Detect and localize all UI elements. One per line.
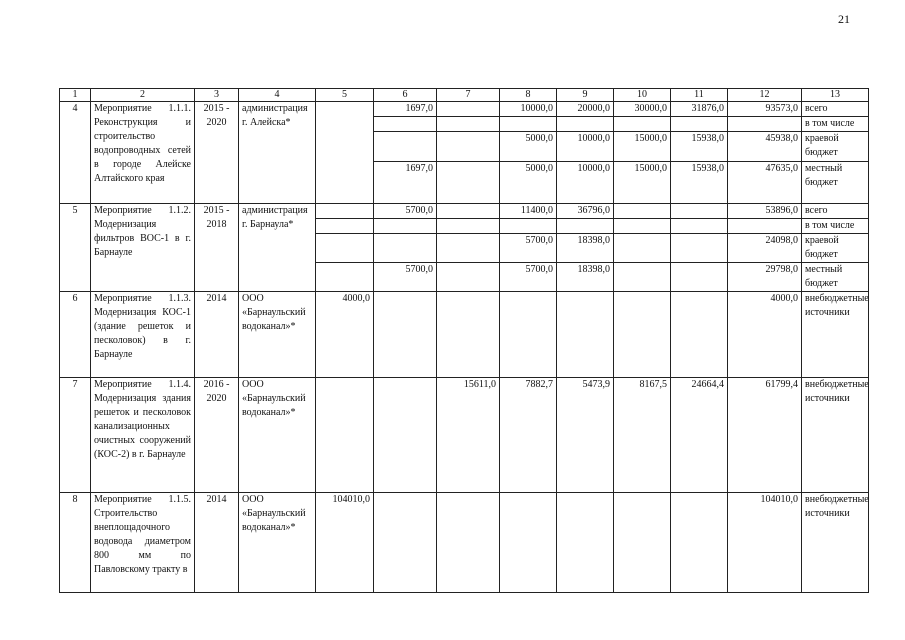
row-number: 7	[60, 378, 91, 493]
value-cell	[557, 292, 614, 378]
value-cell: 104010,0	[728, 493, 802, 593]
header-cell: 12	[728, 89, 802, 102]
executor-cell: ООО «Барнаульский водоканал»*	[239, 292, 316, 378]
table-row	[60, 292, 869, 378]
years-cell: 2014	[195, 292, 239, 378]
value-cell	[671, 292, 728, 378]
funding-source: внебюджетные источники	[802, 292, 869, 378]
funding-source: местный бюджет	[802, 162, 869, 204]
value-cell: 1697,0	[374, 162, 437, 204]
value-cell: 15938,0	[671, 132, 728, 162]
value-cell	[316, 378, 374, 493]
value-cell: 24664,4	[671, 378, 728, 493]
header-cell: 9	[557, 89, 614, 102]
header-cell: 2	[91, 89, 195, 102]
value-cell	[500, 292, 557, 378]
value-cell	[437, 162, 500, 204]
value-cell: 1697,0	[374, 102, 437, 117]
value-cell: 15938,0	[671, 162, 728, 204]
measure-description: Мероприятие 1.1.3. Модернизация КОС-1 (здание решеток и песколовок) в г. Барнауле	[91, 292, 195, 378]
value-cell: 18398,0	[557, 263, 614, 292]
header-cell: 5	[316, 89, 374, 102]
value-cell: 29798,0	[728, 263, 802, 292]
value-cell	[437, 292, 500, 378]
value-cell: 8167,5	[614, 378, 671, 493]
executor-cell: администрация г. Алейска*	[239, 102, 316, 204]
value-cell	[614, 234, 671, 263]
value-cell	[614, 117, 671, 132]
header-cell: 7	[437, 89, 500, 102]
value-cell: 11400,0	[500, 204, 557, 219]
value-cell: 18398,0	[557, 234, 614, 263]
value-cell	[671, 204, 728, 219]
measure-description: Мероприятие 1.1.4. Модернизация здания решеток и песколовок канализационных очистных сооружений (КОС-2) в г. Барнауле	[91, 378, 195, 493]
value-cell	[316, 204, 374, 219]
value-cell	[614, 204, 671, 219]
funding-source: внебюджетные источники	[802, 378, 869, 493]
header-cell: 13	[802, 89, 869, 102]
value-cell: 5000,0	[500, 162, 557, 204]
value-cell	[614, 292, 671, 378]
years-cell: 2016 - 2020	[195, 378, 239, 493]
value-cell	[437, 102, 500, 117]
value-cell	[316, 234, 374, 263]
value-cell	[671, 493, 728, 593]
row-number: 8	[60, 493, 91, 593]
funding-source: краевой бюджет	[802, 132, 869, 162]
value-cell: 45938,0	[728, 132, 802, 162]
funding-source: внебюджетные источники	[802, 493, 869, 593]
executor-cell: администрация г. Барнаула*	[239, 204, 316, 292]
value-cell: 10000,0	[557, 132, 614, 162]
value-cell	[500, 493, 557, 593]
row-number: 5	[60, 204, 91, 292]
years-cell: 2015 - 2020	[195, 102, 239, 204]
funding-source: в том числе	[802, 117, 869, 132]
value-cell	[557, 219, 614, 234]
measure-description: Мероприятие 1.1.1. Реконструкция и строительство водопроводных сетей в городе Алейске Алтайского края	[91, 102, 195, 204]
value-cell: 5473,9	[557, 378, 614, 493]
value-cell	[671, 263, 728, 292]
funding-source: местный бюджет	[802, 263, 869, 292]
table-row	[60, 378, 869, 493]
value-cell: 4000,0	[728, 292, 802, 378]
value-cell	[671, 234, 728, 263]
value-cell	[374, 132, 437, 162]
table-row	[60, 204, 869, 219]
value-cell: 31876,0	[671, 102, 728, 117]
value-cell: 61799,4	[728, 378, 802, 493]
measure-description: Мероприятие 1.1.2. Модернизация фильтров ВОС-1 в г. Барнауле	[91, 204, 195, 292]
row-number: 6	[60, 292, 91, 378]
value-cell	[728, 219, 802, 234]
funding-source: всего	[802, 204, 869, 219]
header-cell: 11	[671, 89, 728, 102]
value-cell: 5700,0	[374, 204, 437, 219]
value-cell: 5700,0	[374, 263, 437, 292]
value-cell: 5700,0	[500, 234, 557, 263]
value-cell	[374, 493, 437, 593]
header-cell: 8	[500, 89, 557, 102]
value-cell: 53896,0	[728, 204, 802, 219]
value-cell	[374, 292, 437, 378]
value-cell: 93573,0	[728, 102, 802, 117]
value-cell: 5700,0	[500, 263, 557, 292]
value-cell	[728, 117, 802, 132]
value-cell	[437, 132, 500, 162]
value-cell	[500, 219, 557, 234]
funding-source: в том числе	[802, 219, 869, 234]
value-cell: 36796,0	[557, 204, 614, 219]
header-cell: 10	[614, 89, 671, 102]
header-row	[60, 89, 869, 102]
value-cell: 10000,0	[557, 162, 614, 204]
value-cell: 15000,0	[614, 162, 671, 204]
funding-source: краевой бюджет	[802, 234, 869, 263]
program-table	[59, 88, 869, 593]
value-cell	[557, 117, 614, 132]
value-cell	[437, 117, 500, 132]
value-cell: 7882,7	[500, 378, 557, 493]
value-cell	[500, 117, 557, 132]
value-cell	[437, 234, 500, 263]
value-cell	[316, 102, 374, 204]
value-cell: 15611,0	[437, 378, 500, 493]
value-cell: 5000,0	[500, 132, 557, 162]
value-cell	[671, 219, 728, 234]
value-cell	[374, 234, 437, 263]
value-cell: 10000,0	[500, 102, 557, 117]
value-cell	[671, 117, 728, 132]
value-cell: 24098,0	[728, 234, 802, 263]
value-cell	[437, 219, 500, 234]
years-cell: 2014	[195, 493, 239, 593]
value-cell: 47635,0	[728, 162, 802, 204]
header-cell: 3	[195, 89, 239, 102]
value-cell: 104010,0	[316, 493, 374, 593]
executor-cell: ООО «Барнаульский водоканал»*	[239, 493, 316, 593]
measure-description: Мероприятие 1.1.5. Строительство внеплощадочного водовода диаметром 800 мм по Павловскому тракту в	[91, 493, 195, 593]
table-row	[60, 102, 869, 117]
value-cell: 4000,0	[316, 292, 374, 378]
header-cell: 1	[60, 89, 91, 102]
executor-cell: ООО «Барнаульский водоканал»*	[239, 378, 316, 493]
funding-source: всего	[802, 102, 869, 117]
value-cell	[374, 117, 437, 132]
table-row	[60, 493, 869, 593]
header-cell: 6	[374, 89, 437, 102]
header-cell: 4	[239, 89, 316, 102]
value-cell: 20000,0	[557, 102, 614, 117]
years-cell: 2015 - 2018	[195, 204, 239, 292]
value-cell	[316, 219, 374, 234]
value-cell	[614, 219, 671, 234]
value-cell: 30000,0	[614, 102, 671, 117]
value-cell	[614, 493, 671, 593]
value-cell	[437, 204, 500, 219]
value-cell	[374, 378, 437, 493]
row-number: 4	[60, 102, 91, 204]
page-number: 21	[838, 12, 850, 26]
value-cell	[437, 263, 500, 292]
value-cell	[614, 263, 671, 292]
value-cell	[557, 493, 614, 593]
value-cell	[316, 263, 374, 292]
value-cell	[437, 493, 500, 593]
value-cell: 15000,0	[614, 132, 671, 162]
value-cell	[374, 219, 437, 234]
